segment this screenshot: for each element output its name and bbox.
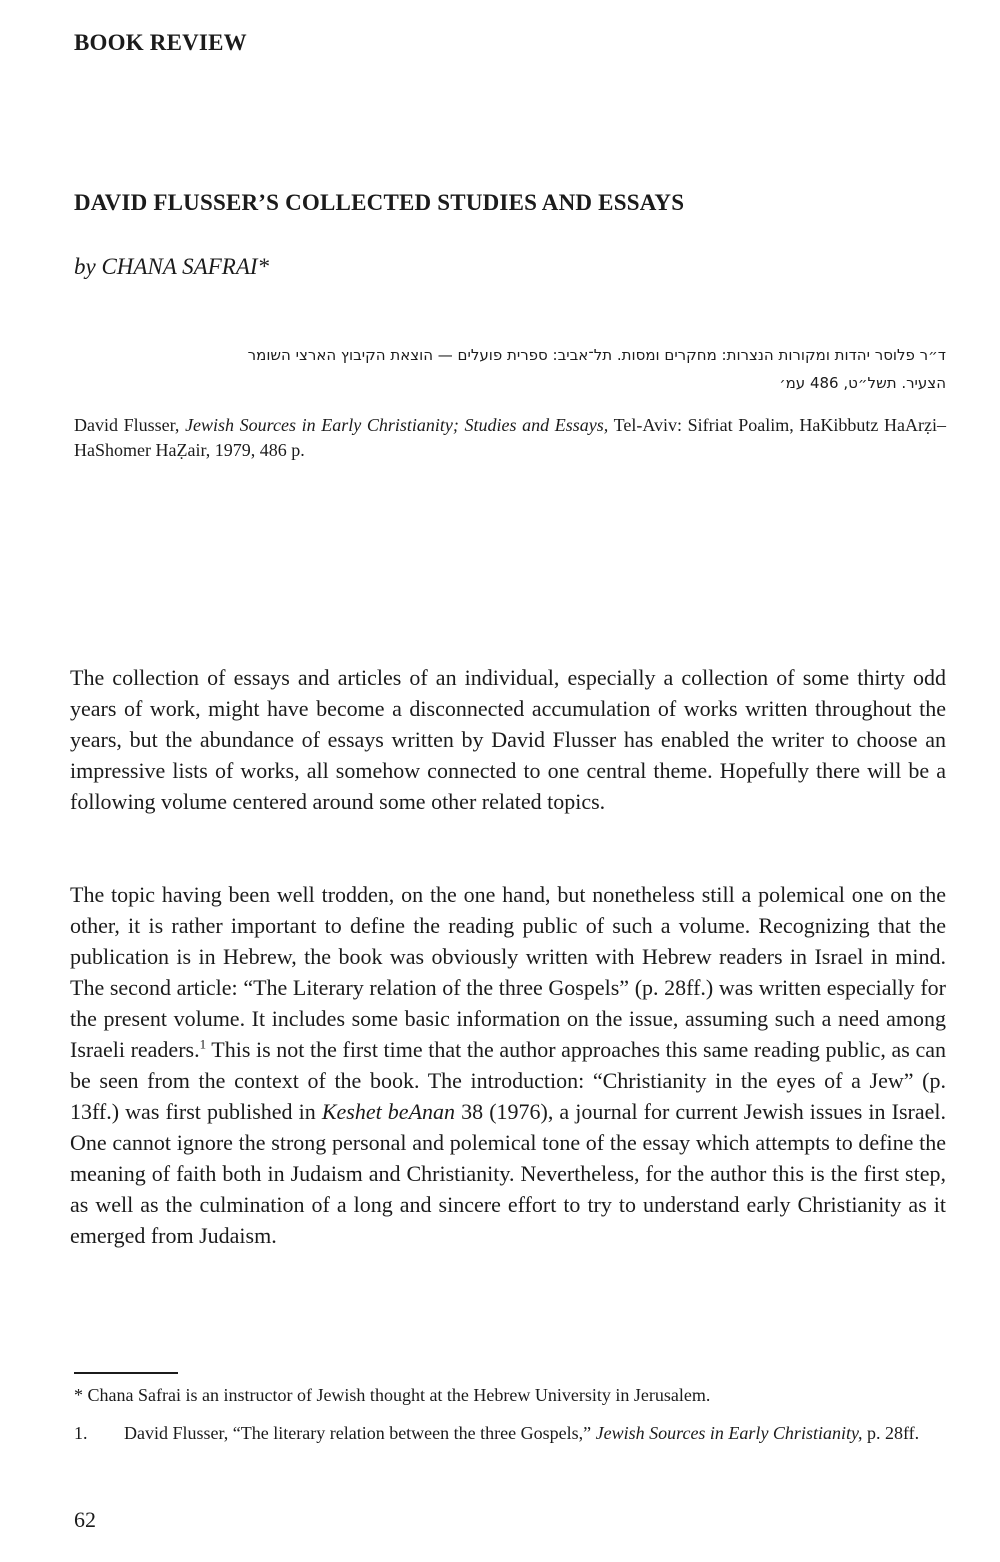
page-number: 62 bbox=[74, 1507, 96, 1532]
footnote-1-number: 1. bbox=[74, 1423, 88, 1443]
citation-book-title: Jewish Sources in Early Christianity; Studies and Essays, bbox=[185, 415, 609, 435]
byline: by CHANA SAFRAI* bbox=[74, 254, 270, 279]
footnote-1-book-title: Jewish Sources in Early Christianity, bbox=[595, 1423, 863, 1443]
footnote-1-text: David Flusser, “The literary relation between the three Gospels,” bbox=[124, 1423, 596, 1443]
body-paragraph-2 bbox=[70, 879, 946, 1251]
citation-publisher: Tel-Aviv: Sifriat Poalim, HaKibbutz HaArẓi–HaShomer HaẒair, 1979, 486 p. bbox=[74, 415, 946, 460]
hebrew-citation-line-1: ד״ר פלוסר יהדות ומקורות הנצרות: מחקרים ומסות. תל־אביב: ספרית פועלים — הוצאת הקיבוץ הארצי השומר bbox=[247, 346, 946, 364]
section-label: BOOK REVIEW bbox=[74, 30, 247, 55]
english-citation bbox=[74, 413, 946, 463]
footnote-1-page: p. 28ff. bbox=[862, 1423, 920, 1443]
journal-title: Keshet beAnan bbox=[321, 1099, 456, 1124]
footnote-divider bbox=[74, 1372, 178, 1374]
paragraph-2-text-b: This is not the first time that the author approaches this same reading public, as can be seen from the context of the book. The introduction: “Christianity in the eyes of a Jew” (p. 13ff.) was first published in bbox=[70, 1037, 946, 1124]
article-title: DAVID FLUSSER’S COLLECTED STUDIES AND ESSAYS bbox=[74, 190, 685, 215]
body-paragraph-1: The collection of essays and articles of an individual, especially a collection of some thirty odd years of work, might have become a disconnected accumulation of works written throughout the years, but the abundance of essays written by David Flusser has enabled the writer to choose an impressive lists of works, all somehow connected to one central theme. Hopefully there will be a following volume centered around some other related topics. bbox=[70, 665, 946, 814]
hebrew-citation-line-2: הצעיר. תשל״ט, 486 עמ׳ bbox=[779, 374, 946, 392]
citation-author: David Flusser, bbox=[74, 415, 180, 435]
paragraph-2-text-c: 38 (1976), a journal for current Jewish issues in Israel. One cannot ignore the strong personal and polemical tone of the essay which attempts to define the meaning of faith both in Judaism and Christianity. Nevertheless, for the author this is the first step, as well as the culmination of a long and sincere effort to try to understand early Christianity as it emerged from Judaism. bbox=[70, 1099, 946, 1248]
footnote-marker: 1 bbox=[199, 1036, 207, 1052]
footnote-1 bbox=[74, 1420, 946, 1447]
author-footnote: * Chana Safrai is an instructor of Jewish thought at the Hebrew University in Jerusalem. bbox=[74, 1385, 711, 1405]
paragraph-2-text-a: The topic having been well trodden, on the one hand, but nonetheless still a polemical one on the other, it is rather important to define the reading public of such a volume. Recognizing that the publication is in Hebrew, the book was obviously written with Hebrew readers in Israel in mind. The second article: “The Literary relation of the three Gospels” (p. 28ff.) was written especially for the present volume. It includes some basic information on the issue, assuming such a need among Israeli readers. bbox=[70, 882, 946, 1062]
